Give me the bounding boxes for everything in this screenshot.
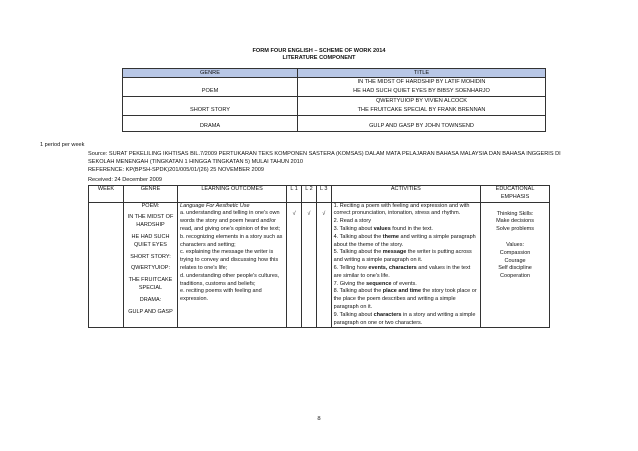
genre-item: IN THE MIDST OF HARDSHIP [127, 214, 174, 229]
outcome-item: c. explaining the message the writer is trying to convey and discussing how this relates to one's life; [180, 249, 279, 271]
l2-check: √ [302, 202, 317, 328]
outcome-item: a. understanding and telling in one's own words the story and poem heard and/or read, and giving one's opinion of the text; [180, 210, 281, 232]
table-row [123, 78, 546, 97]
genre-cell: DRAMA [123, 116, 298, 132]
week-header: WEEK [89, 186, 124, 203]
reference-line: REFERENCE: KP(BPSH-SPDK)201/005/01/(26) 25 NOVEMBER 2009 [88, 167, 264, 173]
outcomes-cell [178, 202, 287, 328]
genre-item: DRAMA: [139, 296, 162, 303]
title-text: IN THE MIDST OF HARDSHIP BY LATIF MOHIDIN [357, 79, 486, 85]
l1-header: L 1 [287, 186, 302, 203]
activities-header: ACTIVITIES [331, 186, 480, 203]
title-cell [298, 97, 546, 116]
emphasis-line: Thinking Skills: [496, 210, 534, 217]
activity-item: 2. Read a story [333, 218, 371, 225]
emphasis-line: Make decisions [496, 218, 534, 225]
emphasis-line: Self discipline [498, 265, 532, 272]
table-row [89, 202, 550, 328]
emphasis-line: Values: [506, 241, 524, 248]
activity-item: 1. Reciting a poem with feeling and expression and with correct pronunciation, intonation, stress and rhythm. [333, 202, 470, 217]
emphasis-line: Cooperation [500, 273, 531, 280]
scheme-table [88, 185, 550, 328]
week-cell [89, 202, 124, 328]
genre-list-cell [123, 202, 177, 328]
genre-item: HE HAD SUCH QUIET EYES [131, 233, 170, 248]
header-row [89, 186, 550, 203]
outcome-item: b. recognizing elements in a story such as characters and setting; [180, 233, 283, 248]
title-text: THE FRUITCAKE SPECIAL BY FRANK BRENNAN [357, 107, 486, 113]
activity-item: 3. Talking about values found in the text. [333, 225, 433, 232]
emphasis-line: Courage [504, 257, 526, 264]
genre-cell: SHORT STORY [123, 97, 298, 116]
activity-item: 9. Talking about characters in a story and writing a simple paragraph on one or two characters. [333, 311, 476, 326]
emphasis-line: Solve problems [496, 226, 534, 233]
title-text: GULP AND GASP BY JOHN TOWNSEND [369, 123, 474, 129]
genre-item: POEM: [141, 202, 160, 209]
l2-header: L 2 [302, 186, 317, 203]
genre-item: QWERTYUIOP: [130, 265, 170, 272]
title-cell [298, 78, 546, 97]
title-cell [298, 116, 546, 132]
genre-column-header: GENRE [123, 69, 298, 78]
period-note: 1 period per week [40, 142, 85, 148]
document-title: FORM FOUR ENGLISH – SCHEME OF WORK 2014 [252, 48, 386, 54]
emphasis-line: Compassion [499, 249, 531, 256]
table-row [123, 97, 546, 116]
emphasis-cell [481, 202, 550, 328]
title-column-header: TITLE [298, 69, 546, 78]
title-text: QWERTYUIOP BY VIVIEN ALCOCK [375, 98, 468, 104]
l1-check: √ [287, 202, 302, 328]
title-text: HE HAD SUCH QUIET EYES BY BIBSY SOENHARJO [353, 88, 490, 94]
outcomes-header: LEARNING OUTCOMES [178, 186, 287, 203]
source-line: Source: SURAT PEKELILING IKHTISAS BIL.7/2009 PERTUKARAN TEKS KOMPONEN SASTERA (KOMSAS) DALAM MATA PELAJARAN BAHASA MALAYSIA DAN BAHASA INGGERIS DI [88, 151, 561, 157]
genre-cell: POEM [123, 78, 298, 97]
activity-item: 7. Giving the sequence of events. [333, 280, 417, 287]
activity-item: 5. Talking about the message the writer is putting across and writing a simple paragraph on it. [333, 249, 472, 264]
l3-check: √ [316, 202, 331, 328]
outcomes-heading: Language For Aesthetic Use [180, 202, 250, 209]
emphasis-header: EDUCATIONAL EMPHASIS [481, 186, 550, 203]
received-date: Received: 24 December 2009 [88, 177, 163, 183]
activity-item: 8. Talking about the place and time the story took place or the place the poem describes and writing a simple paragraph on it. [333, 288, 477, 310]
page-number: 8 [317, 415, 321, 422]
outcome-item: e. reciting poems with feeling and expression. [180, 288, 262, 303]
source-line: SEKOLAH MENENGAH (TINGKATAN 1 HINGGA TINGKATAN 5) MULAI TAHUN 2010 [88, 159, 303, 165]
genre-table [122, 68, 546, 132]
activities-cell [331, 202, 480, 328]
document-subtitle: LITERATURE COMPONENT [282, 55, 356, 61]
l3-header: L 3 [316, 186, 331, 203]
outcome-item: d. understanding other people's cultures, traditions, customs and beliefs; [180, 272, 280, 287]
genre-item: GULP AND GASP [128, 308, 173, 315]
genre-item: SHORT STORY: [130, 253, 171, 260]
genre-item: THE FRUITCAKE SPECIAL [128, 277, 173, 291]
table-row [123, 116, 546, 132]
activity-item: 6. Telling how events, characters and values in the text are similar to one's life. [333, 264, 471, 279]
activity-item: 4. Talking about the theme and writing a simple paragraph about the theme of the story. [333, 233, 476, 248]
genre-header: GENRE [123, 186, 177, 203]
